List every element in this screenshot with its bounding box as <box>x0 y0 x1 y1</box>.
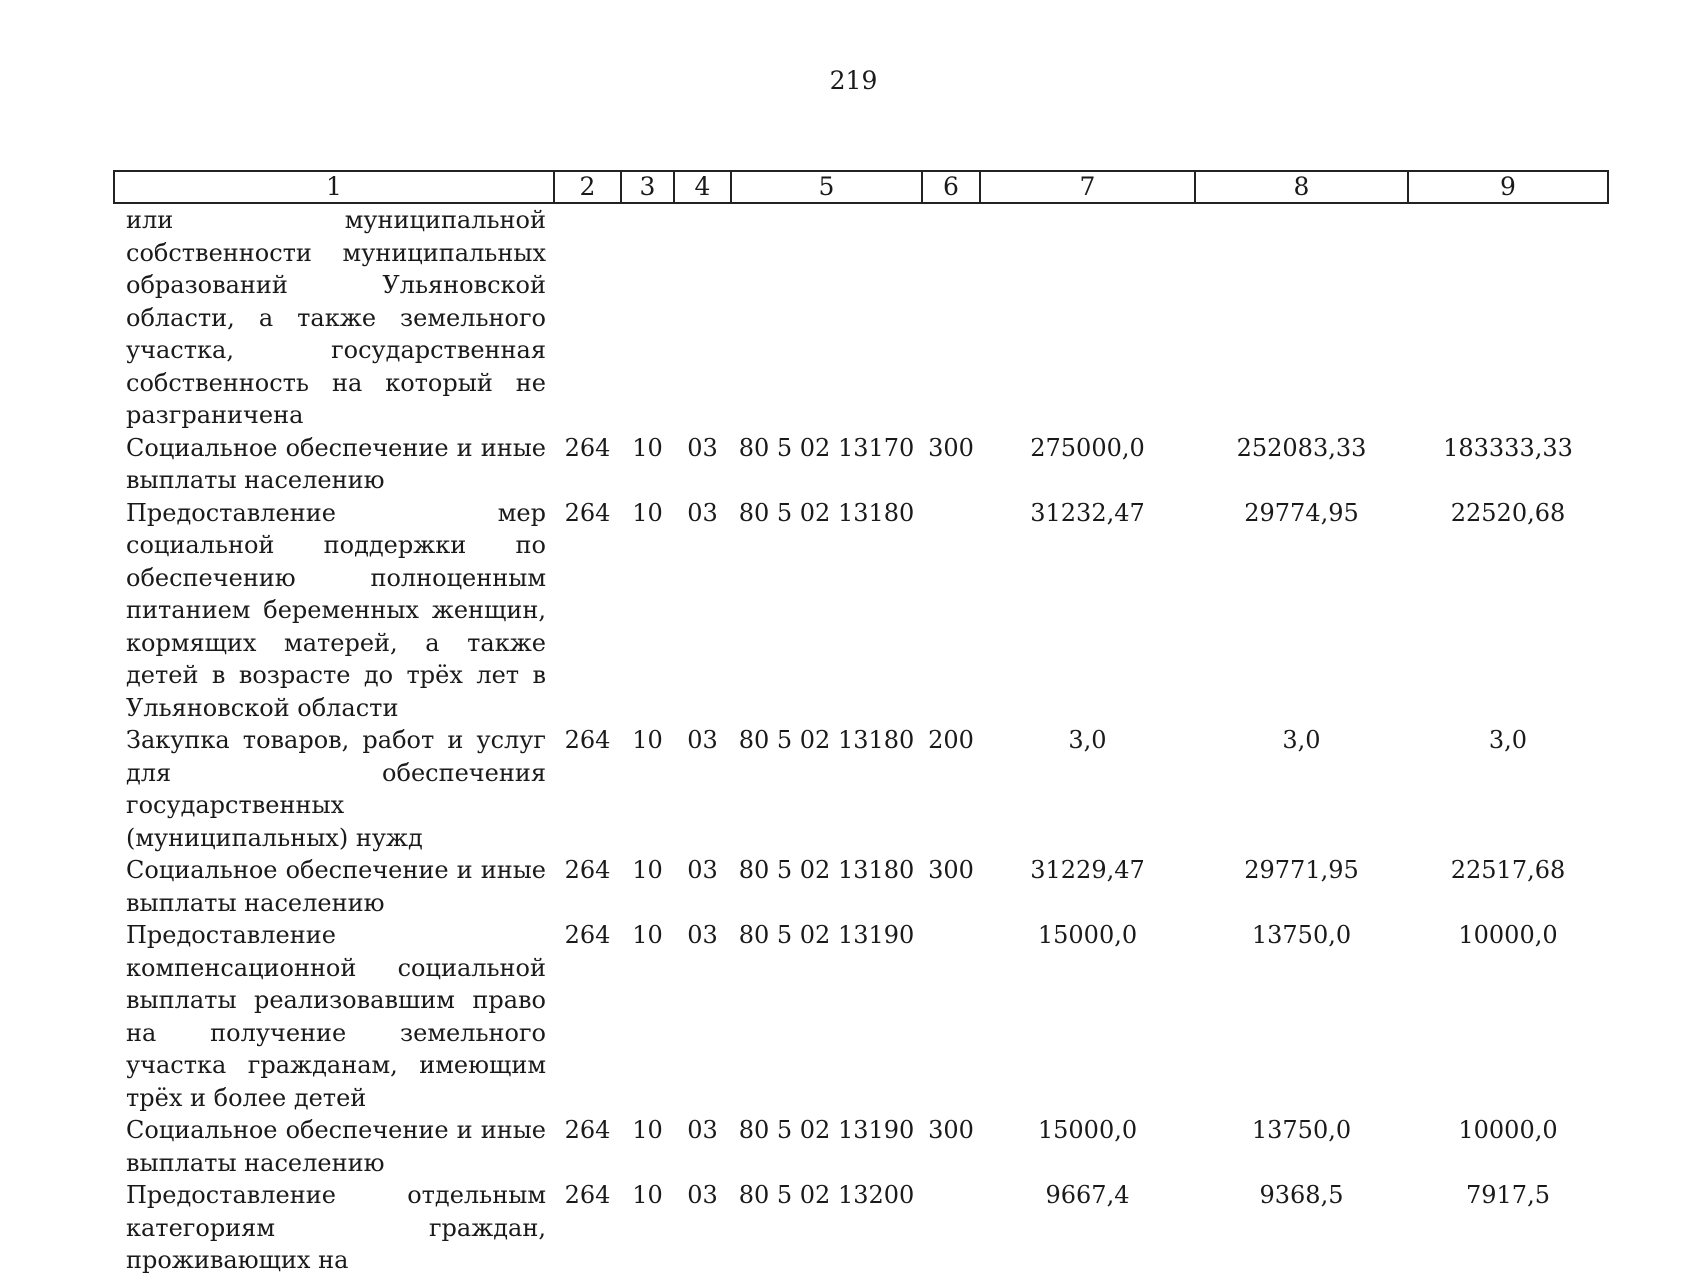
cell-ministry-code: 264 <box>564 433 611 462</box>
cell-amount-8: 252083,33 <box>1236 433 1367 462</box>
row-description: Социальное обеспечение и иные выплаты населению <box>126 856 546 917</box>
cell-subsection: 03 <box>687 433 718 462</box>
header-col-3: 3 <box>621 171 674 203</box>
cell-ministry-code: 264 <box>564 921 611 949</box>
header-col-2: 2 <box>554 171 621 203</box>
cell-amount-8: 29771,95 <box>1244 856 1359 884</box>
page-number: 219 <box>829 66 878 95</box>
cell-target-article: 80 5 02 13190 <box>738 921 915 949</box>
cell-subsection: 03 <box>687 856 718 884</box>
row-description: Закупка товаров, работ и услуг для обеспечения государственных (муниципальных) нужд <box>126 726 546 852</box>
cell-target-article: 80 5 02 13190 <box>738 1116 915 1144</box>
row-description: Предоставление компенсационной социальной выплаты реализовавшим право на получение земельного участка гражданам, имеющим трёх и более детей <box>126 921 546 1112</box>
cell-target-article: 80 5 02 13180 <box>738 726 915 754</box>
row-description: или муниципальной собственности муниципальных образований Ульяновской области, а также земельного участка, государственная собственность на который не разграничена <box>126 206 546 429</box>
cell-ministry-code: 264 <box>564 726 611 754</box>
cell-amount-7: 3,0 <box>1068 726 1107 754</box>
cell-subsection: 03 <box>687 726 718 754</box>
cell-expense-type <box>922 203 980 432</box>
header-row <box>114 171 1608 203</box>
cell-target-article: 80 5 02 13200 <box>738 1181 915 1209</box>
cell-amount-9: 183333,33 <box>1443 433 1573 462</box>
cell-amount-7: 9667,4 <box>1045 1181 1130 1209</box>
cell-expense-type: 200 <box>928 726 974 754</box>
cell-amount-7: 275000,0 <box>1030 433 1145 462</box>
cell-target-article: 80 5 02 13170 <box>738 433 915 462</box>
header-col-5: 5 <box>731 171 922 203</box>
header-col-8: 8 <box>1195 171 1408 203</box>
row-description: Социальное обеспечение и иные выплаты населению <box>126 433 546 494</box>
cell-subsection <box>674 203 731 432</box>
cell-ministry-code: 264 <box>564 498 611 527</box>
cell-target-article <box>731 203 922 432</box>
cell-amount-7: 31229,47 <box>1030 856 1145 884</box>
cell-amount-9: 3,0 <box>1488 726 1528 754</box>
cell-section: 10 <box>632 498 663 527</box>
cell-section: 10 <box>632 1181 663 1209</box>
row-description: Социальное обеспечение и иные выплаты населению <box>126 1116 546 1177</box>
cell-amount-8: 13750,0 <box>1251 1116 1352 1144</box>
cell-expense-type <box>922 1179 980 1277</box>
cell-ministry-code: 264 <box>564 856 611 884</box>
cell-ministry-code: 264 <box>564 1181 611 1209</box>
cell-expense-type: 300 <box>928 1116 974 1144</box>
cell-subsection: 03 <box>687 1181 718 1209</box>
header-col-1: 1 <box>114 171 554 203</box>
cell-amount-8: 3,0 <box>1282 726 1321 754</box>
cell-amount-8: 13750,0 <box>1251 921 1352 949</box>
cell-amount-9 <box>1408 203 1608 432</box>
cell-subsection: 03 <box>687 921 718 949</box>
cell-expense-type: 300 <box>928 856 974 884</box>
cell-amount-9: 10000,0 <box>1458 1116 1558 1144</box>
table-row <box>114 497 1608 725</box>
header-col-4: 4 <box>674 171 731 203</box>
cell-amount-8 <box>1195 203 1408 432</box>
header-col-7: 7 <box>980 171 1195 203</box>
cell-expense-type <box>922 919 980 1114</box>
table-row <box>114 724 1608 854</box>
cell-section: 10 <box>632 856 663 884</box>
cell-target-article: 80 5 02 13180 <box>738 856 915 884</box>
cell-amount-7: 31232,47 <box>1030 498 1145 527</box>
cell-target-article: 80 5 02 13180 <box>738 498 915 527</box>
cell-section <box>621 203 674 432</box>
cell-subsection: 03 <box>687 1116 718 1144</box>
cell-amount-7 <box>980 203 1195 432</box>
row-description: Предоставление отдельным категориям граждан, проживающих на <box>126 1181 546 1274</box>
cell-amount-9: 22517,68 <box>1450 856 1566 884</box>
cell-amount-7: 15000,0 <box>1037 921 1138 949</box>
cell-ministry-code <box>554 203 621 432</box>
cell-subsection: 03 <box>687 498 718 527</box>
table-row <box>114 919 1608 1114</box>
cell-amount-9: 7917,5 <box>1466 1181 1550 1209</box>
cell-section: 10 <box>632 433 663 462</box>
table-row <box>114 854 1608 919</box>
cell-section: 10 <box>632 1116 663 1144</box>
table-row <box>114 432 1608 497</box>
table-row <box>114 1114 1608 1179</box>
cell-amount-9: 10000,0 <box>1458 921 1558 949</box>
budget-table <box>113 170 1609 1277</box>
cell-expense-type <box>922 497 980 725</box>
cell-amount-8: 29774,95 <box>1244 498 1359 527</box>
cell-section: 10 <box>632 726 663 754</box>
header-col-9: 9 <box>1408 171 1608 203</box>
header-col-6: 6 <box>922 171 980 203</box>
cell-amount-8: 9368,5 <box>1259 1181 1344 1209</box>
table-row <box>114 1179 1608 1277</box>
row-description: Предоставление мер социальной поддержки по обеспечению полноценным питанием беременных женщин, кормящих матерей, а также детей в возрасте до трёх лет в Ульяновской области <box>126 498 546 722</box>
cell-amount-7: 15000,0 <box>1037 1116 1138 1144</box>
cell-amount-9: 22520,68 <box>1450 498 1566 527</box>
cell-expense-type: 300 <box>928 433 974 462</box>
table-row <box>114 203 1608 432</box>
cell-ministry-code: 264 <box>564 1116 611 1144</box>
cell-section: 10 <box>632 921 663 949</box>
